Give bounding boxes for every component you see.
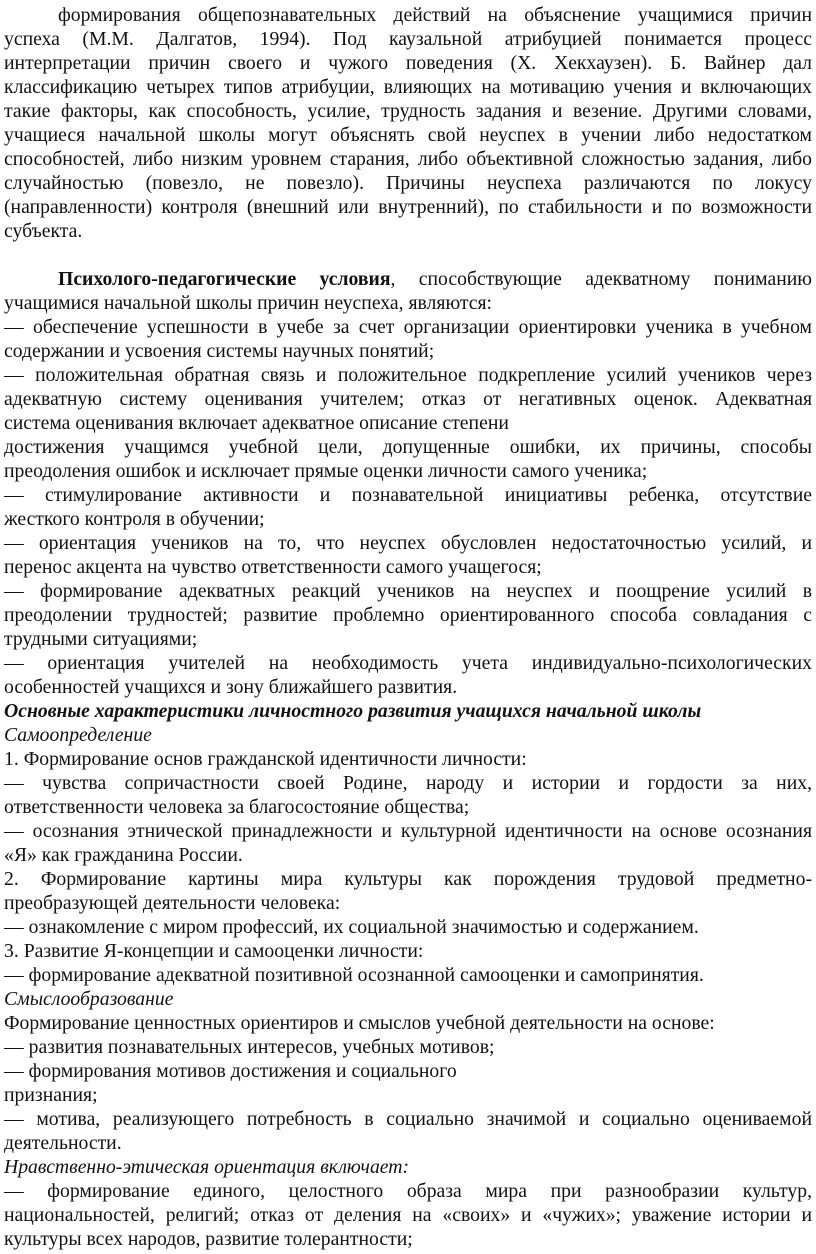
line-text: — ознакомление с миром профессий, их социальной значимостью и содержанием. xyxy=(4,916,699,938)
text-line xyxy=(4,364,812,388)
line-text: культуры всех народов, развитие толерантности; xyxy=(4,1228,413,1250)
text-line xyxy=(4,892,812,916)
line-text: способностей, либо низким уровнем старания, либо объективной сложностью задания, либо xyxy=(4,148,812,170)
line-text: — формирования мотивов достижения и социального xyxy=(4,1060,457,1082)
line-text: 3. Развитие Я-концепции и самооценки личности: xyxy=(4,940,424,962)
line-text: — развития познавательных интересов, учебных мотивов; xyxy=(4,1036,495,1058)
section-heading: Нравственно-этическая ориентация включает: xyxy=(4,1156,410,1178)
text-line xyxy=(4,700,812,724)
line-text: — ориентация учителей на необходимость учета индивидуально-психологических xyxy=(4,652,812,674)
line-text: интерпретации причин своего и чужого поведения (Х. Хекхаузен). Б. Вайнер дал xyxy=(4,52,812,74)
line-text: преодолении трудностей; развитие проблемно ориентированного способа совладания с xyxy=(4,604,812,626)
line-text: содержании и усвоения системы научных понятий; xyxy=(4,340,435,362)
line-text: «Я» как гражданина России. xyxy=(4,844,243,866)
text-line xyxy=(4,220,812,244)
text-line xyxy=(4,868,812,892)
text-line xyxy=(4,604,812,628)
text-line xyxy=(4,796,812,820)
text-line xyxy=(4,484,812,508)
text-line xyxy=(4,1132,812,1156)
line-text: 2. Формирование картины мира культуры как порождения трудовой предметно- xyxy=(4,868,812,890)
line-text: особенностей учащихся и зону ближайшего развития. xyxy=(4,676,458,698)
line-text: такие факторы, как способность, усилие, трудность задания и везение. Другими словами, xyxy=(4,100,812,122)
line-text: — осознания этнической принадлежности и культурной идентичности на основе осознания xyxy=(4,820,812,842)
line-text: — стимулирование активности и познавательной инициативы ребенка, отсутствие xyxy=(4,484,812,506)
text-line xyxy=(4,676,812,700)
text-line xyxy=(4,724,812,748)
text-line xyxy=(4,1180,812,1204)
text-line xyxy=(4,1108,812,1132)
text-line xyxy=(4,340,812,364)
text-line xyxy=(4,76,812,100)
text-line xyxy=(4,100,812,124)
text-line xyxy=(4,436,812,460)
line-text: преодоления ошибок и исключает прямые оценки личности самого ученика; xyxy=(4,460,648,482)
bold-term: Психолого-педагогические условия xyxy=(58,268,391,290)
section-heading: Основные характеристики личностного развития учащихся начальной школы xyxy=(4,700,702,722)
text-line xyxy=(4,916,812,940)
text-line xyxy=(4,844,812,868)
text-line xyxy=(4,28,812,52)
text-line xyxy=(4,820,812,844)
text-line xyxy=(4,508,812,532)
text-line xyxy=(4,172,812,196)
text-line xyxy=(4,148,812,172)
text-line xyxy=(4,652,812,676)
line-text: — положительная обратная связь и положительное подкрепление усилий учеников через xyxy=(4,364,812,386)
text-line xyxy=(4,292,812,316)
text-line xyxy=(4,1156,812,1180)
text-line xyxy=(4,748,812,772)
text-line xyxy=(4,316,812,340)
text-line xyxy=(4,628,812,652)
line-text: достижения учащимся учебной цели, допущенные ошибки, их причины, способы xyxy=(4,436,812,458)
text-line xyxy=(4,124,812,148)
line-text: преобразующей деятельности человека: xyxy=(4,892,341,914)
line-text: классификацию четырех типов атрибуции, влияющих на мотивацию учения и включающих xyxy=(4,76,812,98)
line-text: национальностей, религий; отказ от деления на «своих» и «чужих»; уважение истории и xyxy=(4,1204,812,1226)
text-line xyxy=(4,964,812,988)
line-text: перенос акцента на чувство ответственности самого учащегося; xyxy=(4,556,542,578)
text-line xyxy=(4,412,812,436)
text-line xyxy=(4,772,812,796)
line-text: успеха (М.М. Далгатов, 1994). Под каузальной атрибуцией понимается процесс xyxy=(4,28,812,50)
line-text: трудными ситуациями; xyxy=(4,628,198,650)
line-text: формирования общепознавательных действий на объяснение учащимися причин xyxy=(58,4,812,26)
line-text: — ориентация учеников на то, что неуспех обусловлен недостаточностью усилий, и xyxy=(4,532,812,554)
text-line xyxy=(4,460,812,484)
line-text: система оценивания включает адекватное описание степени xyxy=(4,412,509,434)
text-line xyxy=(4,1012,812,1036)
line-text: — формирование адекватной позитивной осознанной самооценки и самопринятия. xyxy=(4,964,704,986)
text-line xyxy=(58,4,812,28)
line-text: — формирование адекватных реакций учеников на неуспех и поощрение усилий в xyxy=(4,580,812,602)
line-text: адекватную систему оценивания учителем; отказ от негативных оценок. Адекватная xyxy=(4,388,812,410)
line-text: Формирование ценностных ориентиров и смыслов учебной деятельности на основе: xyxy=(4,1012,715,1034)
line-text: субъекта. xyxy=(4,220,83,242)
text-line xyxy=(4,940,812,964)
text-line xyxy=(4,196,812,220)
line-text: деятельности. xyxy=(4,1132,122,1154)
text-line xyxy=(4,1228,812,1252)
text-line xyxy=(4,532,812,556)
line-text: учащимися начальной школы причин неуспеха, являются: xyxy=(4,292,492,314)
text-line xyxy=(4,388,812,412)
text-line xyxy=(4,556,812,580)
text-line xyxy=(4,1036,812,1060)
text-line xyxy=(4,1204,812,1228)
line-text: (направленности) контроля (внешний или внутренний), по стабильности и по возможности xyxy=(4,196,812,218)
section-heading: Смыслообразование xyxy=(4,988,174,1010)
text-line xyxy=(4,988,812,1012)
text-line xyxy=(58,268,812,292)
line-text: признания; xyxy=(4,1084,98,1106)
section-heading: Самоопределение xyxy=(4,724,152,746)
line-text: , способствующие адекватному пониманию xyxy=(390,268,812,290)
line-text: случайностью (повезло, не повезло). Причины неуспеха различаются по локусу xyxy=(4,172,812,194)
line-text: жесткого контроля в обучении; xyxy=(4,508,265,530)
line-text: — чувства сопричастности своей Родине, народу и истории и гордости за них, xyxy=(4,772,812,794)
text-line xyxy=(4,1060,812,1084)
text-line xyxy=(4,52,812,76)
line-text: 1. Формирование основ гражданской идентичности личности: xyxy=(4,748,527,770)
line-text: учащиеся начальной школы могут объяснять свой неуспех в учении либо недостатком xyxy=(4,124,812,146)
text-line xyxy=(4,580,812,604)
text-line xyxy=(4,1084,812,1108)
line-text: — формирование единого, целостного образа мира при разнообразии культур, xyxy=(4,1180,812,1202)
line-text: — обеспечение успешности в учебе за счет организации ориентировки ученика в учебном xyxy=(4,316,812,338)
line-text: ответственности человека за благосостояние общества; xyxy=(4,796,470,818)
line-text: — мотива, реализующего потребность в социально значимой и социально оцениваемой xyxy=(4,1108,812,1130)
